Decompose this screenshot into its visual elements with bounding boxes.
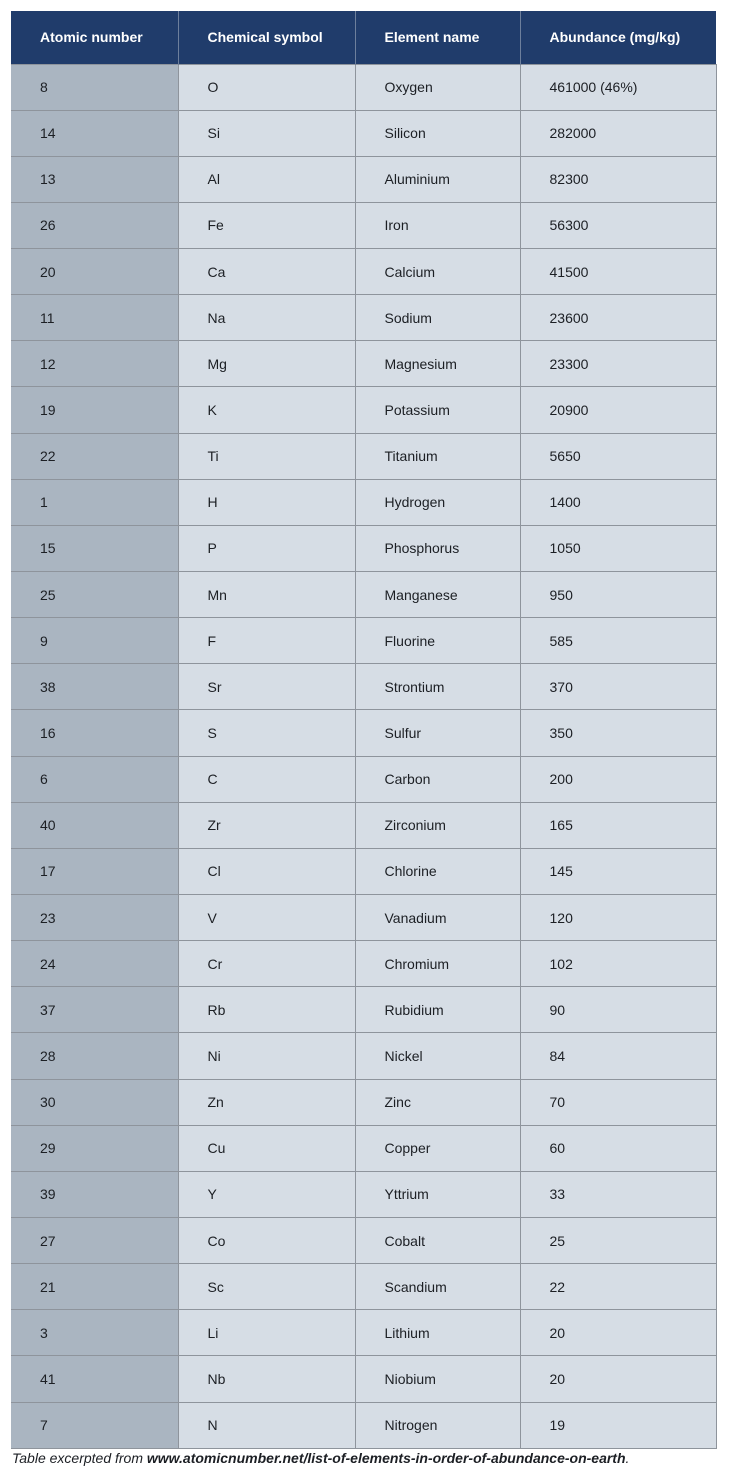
cell-atomic-number: 20 [11, 249, 178, 295]
cell-element-name: Chromium [355, 941, 520, 987]
cell-abundance: 82300 [520, 156, 716, 202]
cell-chemical-symbol: Sr [178, 664, 355, 710]
cell-chemical-symbol: Mn [178, 572, 355, 618]
cell-atomic-number: 9 [11, 618, 178, 664]
cell-abundance: 23600 [520, 295, 716, 341]
cell-chemical-symbol: Cl [178, 848, 355, 894]
cell-chemical-symbol: V [178, 895, 355, 941]
cell-chemical-symbol: Rb [178, 987, 355, 1033]
cell-element-name: Nitrogen [355, 1402, 520, 1448]
table-row [11, 341, 716, 387]
cell-abundance: 23300 [520, 341, 716, 387]
cell-chemical-symbol: H [178, 479, 355, 525]
cell-abundance: 90 [520, 987, 716, 1033]
header-chemical-symbol: Chemical symbol [178, 11, 355, 64]
table-row [11, 202, 716, 248]
cell-abundance: 20900 [520, 387, 716, 433]
cell-element-name: Niobium [355, 1356, 520, 1402]
cell-atomic-number: 8 [11, 64, 178, 110]
cell-chemical-symbol: P [178, 525, 355, 571]
cell-atomic-number: 39 [11, 1171, 178, 1217]
cell-chemical-symbol: Co [178, 1218, 355, 1264]
table-row [11, 433, 716, 479]
cell-abundance: 70 [520, 1079, 716, 1125]
cell-atomic-number: 41 [11, 1356, 178, 1402]
cell-abundance: 145 [520, 848, 716, 894]
table-row [11, 664, 716, 710]
abundance-table-container [11, 11, 716, 1449]
cell-abundance: 370 [520, 664, 716, 710]
table-row [11, 1402, 716, 1448]
table-row [11, 525, 716, 571]
table-row [11, 572, 716, 618]
cell-atomic-number: 21 [11, 1264, 178, 1310]
table-row [11, 1218, 716, 1264]
cell-atomic-number: 25 [11, 572, 178, 618]
cell-chemical-symbol: Cr [178, 941, 355, 987]
cell-chemical-symbol: Na [178, 295, 355, 341]
cell-element-name: Sodium [355, 295, 520, 341]
cell-abundance: 120 [520, 895, 716, 941]
cell-atomic-number: 30 [11, 1079, 178, 1125]
cell-chemical-symbol: Li [178, 1310, 355, 1356]
cell-atomic-number: 26 [11, 202, 178, 248]
cell-abundance: 950 [520, 572, 716, 618]
cell-element-name: Aluminium [355, 156, 520, 202]
cell-chemical-symbol: Fe [178, 202, 355, 248]
cell-chemical-symbol: Mg [178, 341, 355, 387]
cell-element-name: Copper [355, 1125, 520, 1171]
cell-element-name: Phosphorus [355, 525, 520, 571]
cell-chemical-symbol: Ti [178, 433, 355, 479]
table-row [11, 110, 716, 156]
table-row [11, 848, 716, 894]
footnote-source-link[interactable]: www.atomicnumber.net/list-of-elements-in-order-of-abundance-on-earth [146, 1450, 626, 1466]
cell-atomic-number: 38 [11, 664, 178, 710]
cell-element-name: Iron [355, 202, 520, 248]
cell-element-name: Lithium [355, 1310, 520, 1356]
cell-atomic-number: 24 [11, 941, 178, 987]
cell-chemical-symbol: C [178, 756, 355, 802]
table-row [11, 1079, 716, 1125]
table-row [11, 1264, 716, 1310]
cell-abundance: 102 [520, 941, 716, 987]
cell-abundance: 19 [520, 1402, 716, 1448]
cell-abundance: 84 [520, 1033, 716, 1079]
cell-atomic-number: 12 [11, 341, 178, 387]
table-body [11, 64, 716, 1448]
table-row [11, 895, 716, 941]
table-row [11, 479, 716, 525]
cell-abundance: 585 [520, 618, 716, 664]
table-row [11, 987, 716, 1033]
cell-element-name: Chlorine [355, 848, 520, 894]
cell-element-name: Cobalt [355, 1218, 520, 1264]
table-row [11, 1125, 716, 1171]
header-atomic-number: Atomic number [11, 11, 178, 64]
footnote-suffix: . [625, 1450, 630, 1466]
cell-atomic-number: 13 [11, 156, 178, 202]
cell-atomic-number: 1 [11, 479, 178, 525]
cell-element-name: Zinc [355, 1079, 520, 1125]
table-row [11, 1171, 716, 1217]
cell-element-name: Titanium [355, 433, 520, 479]
table-row [11, 1310, 716, 1356]
cell-abundance: 5650 [520, 433, 716, 479]
header-element-name: Element name [355, 11, 520, 64]
cell-element-name: Calcium [355, 249, 520, 295]
cell-element-name: Silicon [355, 110, 520, 156]
table-row [11, 1356, 716, 1402]
cell-element-name: Oxygen [355, 64, 520, 110]
cell-atomic-number: 14 [11, 110, 178, 156]
cell-abundance: 1400 [520, 479, 716, 525]
cell-element-name: Fluorine [355, 618, 520, 664]
cell-chemical-symbol: Zn [178, 1079, 355, 1125]
cell-abundance: 165 [520, 802, 716, 848]
cell-element-name: Sulfur [355, 710, 520, 756]
table-row [11, 249, 716, 295]
cell-atomic-number: 7 [11, 1402, 178, 1448]
table-row [11, 295, 716, 341]
table-row [11, 941, 716, 987]
cell-chemical-symbol: Al [178, 156, 355, 202]
abundance-table [11, 11, 717, 1449]
table-row [11, 710, 716, 756]
cell-element-name: Zirconium [355, 802, 520, 848]
cell-chemical-symbol: Nb [178, 1356, 355, 1402]
cell-chemical-symbol: Cu [178, 1125, 355, 1171]
header-abundance: Abundance (mg/kg) [520, 11, 716, 64]
cell-abundance: 25 [520, 1218, 716, 1264]
cell-atomic-number: 15 [11, 525, 178, 571]
cell-element-name: Carbon [355, 756, 520, 802]
cell-chemical-symbol: N [178, 1402, 355, 1448]
table-row [11, 1033, 716, 1079]
cell-element-name: Scandium [355, 1264, 520, 1310]
cell-element-name: Manganese [355, 572, 520, 618]
cell-atomic-number: 16 [11, 710, 178, 756]
cell-element-name: Vanadium [355, 895, 520, 941]
cell-abundance: 33 [520, 1171, 716, 1217]
cell-chemical-symbol: Y [178, 1171, 355, 1217]
cell-atomic-number: 37 [11, 987, 178, 1033]
cell-element-name: Yttrium [355, 1171, 520, 1217]
cell-atomic-number: 23 [11, 895, 178, 941]
cell-chemical-symbol: Zr [178, 802, 355, 848]
cell-atomic-number: 11 [11, 295, 178, 341]
cell-chemical-symbol: Ca [178, 249, 355, 295]
table-row [11, 802, 716, 848]
cell-atomic-number: 29 [11, 1125, 178, 1171]
cell-abundance: 20 [520, 1310, 716, 1356]
cell-chemical-symbol: F [178, 618, 355, 664]
header-row [11, 11, 716, 64]
cell-atomic-number: 40 [11, 802, 178, 848]
cell-chemical-symbol: O [178, 64, 355, 110]
table-row [11, 756, 716, 802]
cell-chemical-symbol: K [178, 387, 355, 433]
table-header [11, 11, 716, 64]
cell-atomic-number: 3 [11, 1310, 178, 1356]
cell-element-name: Nickel [355, 1033, 520, 1079]
cell-atomic-number: 19 [11, 387, 178, 433]
cell-abundance: 56300 [520, 202, 716, 248]
cell-abundance: 41500 [520, 249, 716, 295]
table-row [11, 618, 716, 664]
cell-element-name: Hydrogen [355, 479, 520, 525]
cell-element-name: Rubidium [355, 987, 520, 1033]
table-row [11, 64, 716, 110]
cell-chemical-symbol: S [178, 710, 355, 756]
cell-abundance: 350 [520, 710, 716, 756]
table-row [11, 387, 716, 433]
cell-chemical-symbol: Sc [178, 1264, 355, 1310]
cell-chemical-symbol: Ni [178, 1033, 355, 1079]
cell-element-name: Magnesium [355, 341, 520, 387]
cell-atomic-number: 17 [11, 848, 178, 894]
cell-abundance: 1050 [520, 525, 716, 571]
cell-abundance: 461000 (46%) [520, 64, 716, 110]
cell-atomic-number: 27 [11, 1218, 178, 1264]
cell-atomic-number: 28 [11, 1033, 178, 1079]
footnote-prefix: Table excerpted from [12, 1450, 147, 1466]
cell-chemical-symbol: Si [178, 110, 355, 156]
table-row [11, 156, 716, 202]
cell-element-name: Potassium [355, 387, 520, 433]
cell-abundance: 22 [520, 1264, 716, 1310]
cell-abundance: 200 [520, 756, 716, 802]
cell-abundance: 20 [520, 1356, 716, 1402]
source-footnote [12, 1450, 629, 1466]
cell-abundance: 60 [520, 1125, 716, 1171]
cell-abundance: 282000 [520, 110, 716, 156]
cell-element-name: Strontium [355, 664, 520, 710]
cell-atomic-number: 6 [11, 756, 178, 802]
cell-atomic-number: 22 [11, 433, 178, 479]
